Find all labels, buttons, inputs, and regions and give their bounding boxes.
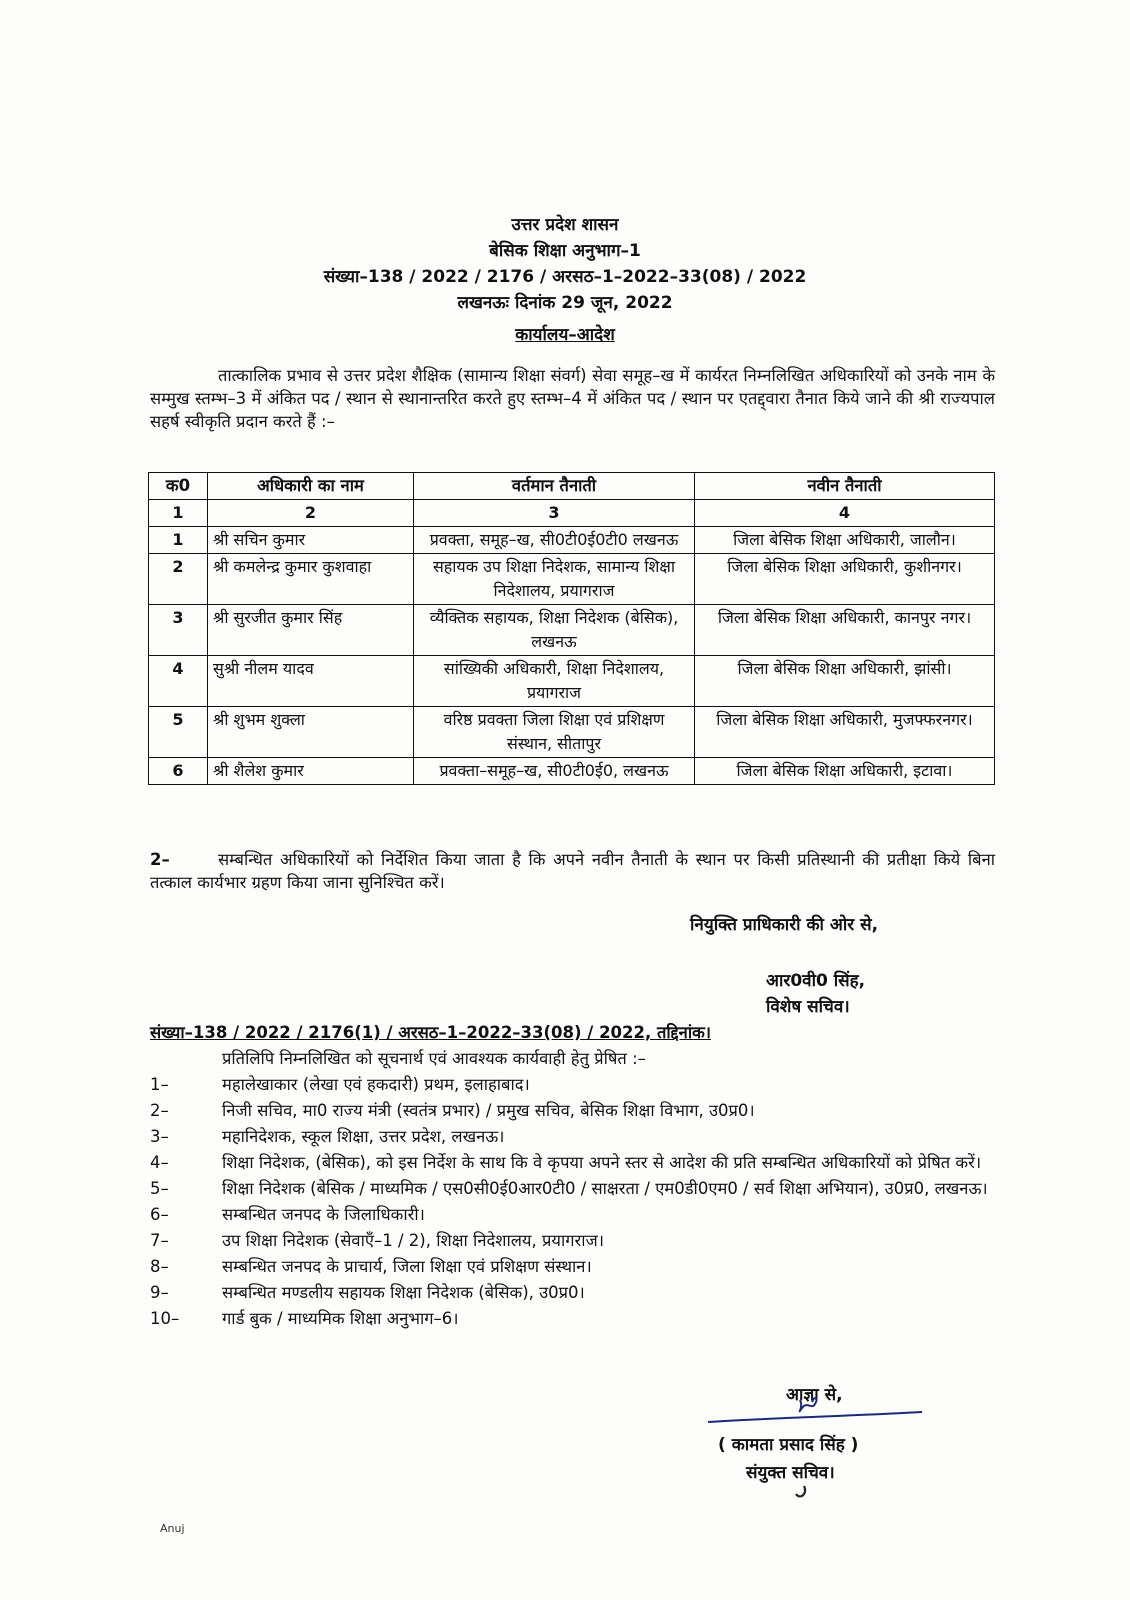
officer-name: श्री सचिन कुमार [208,527,414,554]
list-item-number: 1– [150,1075,169,1094]
list-item [150,1203,995,1227]
list-item-number: 4– [150,1153,169,1172]
list-item [150,1099,995,1123]
row-serial: 1 [149,527,208,554]
intro-text: तात्कालिक प्रभाव से उत्तर प्रदेश शैक्षिक (सामान्य शिक्षा संवर्ग) सेवा समूह–ख में कार्यरत निम्नलिखित अधिकारियों को उनके नाम के सम्मुख स्तम्भ–3 में अंकित पद / स्थान से स्थानान्तरित करते हुए स्तम्भ–4 में अंकित पद / स्थान पर एतद्द्वारा तैनात किये जाने की श्री राज्यपाल सहर्ष स्वीकृति प्रदान करते हैं :– [150,366,995,431]
list-item-text: उप शिक्षा निदेशक (सेवाएँ–1 / 2), शिक्षा निदेशालय, प्रयागराज। [222,1231,605,1250]
column-number: 2 [208,500,414,527]
paragraph-2 [150,848,995,894]
list-item-text: शिक्षा निदेशक, (बेसिक), को इस निर्देश के साथ कि वे कृपया अपने स्तर से आदेश की प्रति सम्बन्धित अधिकारियों को प्रेषित करें। [222,1153,982,1172]
new-posting: जिला बेसिक शिक्षा अधिकारी, झांसी। [695,656,995,707]
list-item-number: 3– [150,1127,169,1146]
list-item-text: सम्बन्धित मण्डलीय सहायक शिक्षा निदेशक (बेसिक), उ0प्र0। [222,1283,585,1302]
table-row [149,758,995,785]
table-row [149,656,995,707]
list-item [150,1255,995,1279]
column-number: 4 [695,500,995,527]
copy-reference-number: संख्या–138 / 2022 / 2176(1) / अरसठ–1–2022–33(08) / 2022, तद्दिनांक। [150,1023,712,1042]
current-posting: सहायक उप शिक्षा निदेशक, सामान्य शिक्षा निदेशालय, प्रयागराज [414,554,695,605]
list-item [150,1125,995,1149]
list-item [150,1151,995,1175]
order-title: कार्यालय–आदेश [515,325,615,345]
copy-intro: प्रतिलिपि निम्नलिखित को सूचनार्थ एवं आवश्यक कार्यवाही हेतु प्रेषित :– [222,1049,646,1068]
authority-line: नियुक्ति प्राधिकारी की ओर से, [690,915,879,935]
table-row [149,605,995,656]
row-serial: 6 [149,758,208,785]
clerk-initials: Anuj [160,1522,185,1535]
row-serial: 5 [149,707,208,758]
list-item-number: 7– [150,1231,169,1250]
row-serial: 4 [149,656,208,707]
signatory-designation: विशेष सचिव। [766,997,850,1017]
order-by-line: आज्ञा से, [786,1385,843,1405]
section-heading: बेसिक शिक्षा अनुभाग–1 [489,241,641,261]
list-item-number: 10– [150,1309,180,1328]
table-row [149,707,995,758]
column-number: 3 [414,500,695,527]
new-posting: जिला बेसिक शिक्षा अधिकारी, इटावा। [695,758,995,785]
table-header-row [149,473,995,500]
officer-name: सुश्री नीलम यादव [208,656,414,707]
signatory-name: आर0वी0 सिंह, [766,971,866,991]
column-number: 1 [149,500,208,527]
col-header-sn: क0 [149,473,208,500]
officer-name: श्री शुभम शुक्ला [208,707,414,758]
paragraph-2-number: 2– [150,850,170,869]
joint-secretary-designation: संयुक्त सचिव। [746,1463,835,1483]
joint-secretary-name: ( कामता प्रसाद सिंह ) [718,1435,859,1455]
list-item [150,1073,995,1097]
list-item-text: महानिदेशक, स्कूल शिक्षा, उत्तर प्रदेश, लखनऊ। [222,1127,505,1146]
table-row [149,527,995,554]
list-item-text: निजी सचिव, मा0 राज्य मंत्री (स्वतंत्र प्रभार) / प्रमुख सचिव, बेसिक शिक्षा विभाग, उ0प्र0। [222,1101,755,1120]
col-header-name: अधिकारी का नाम [208,473,414,500]
list-item-text: शिक्षा निदेशक (बेसिक / माध्यमिक / एस0सी0ई0आर0टी0 / साक्षरता / एम0डी0एम0 / सर्व शिक्षा अभियान), उ0प्र0, लखनऊ। [222,1179,988,1198]
current-posting: व्यैक्तिक सहायक, शिक्षा निदेशक (बेसिक), लखनऊ [414,605,695,656]
list-item-number: 9– [150,1283,169,1302]
officer-name: श्री शैलेश कुमार [208,758,414,785]
list-item [150,1177,995,1201]
order-date: लखनऊः दिनांक 29 जून, 2022 [457,293,673,313]
officer-name: श्री सुरजीत कुमार सिंह [208,605,414,656]
row-serial: 3 [149,605,208,656]
copy-recipient-list [150,1073,995,1333]
current-posting: सांख्यिकी अधिकारी, शिक्षा निदेशालय, प्रयागराज [414,656,695,707]
list-item [150,1229,995,1253]
govt-heading: उत्तर प्रदेश शासन [511,215,619,235]
list-item-text: महालेखाकार (लेखा एवं हकदारी) प्रथम, इलाहाबाद। [222,1075,530,1094]
col-header-new: नवीन तैनाती [695,473,995,500]
list-item [150,1307,995,1331]
table-row [149,554,995,605]
list-item-number: 6– [150,1205,169,1224]
row-serial: 2 [149,554,208,605]
new-posting: जिला बेसिक शिक्षा अधिकारी, मुजफ्फरनगर। [695,707,995,758]
new-posting: जिला बेसिक शिक्षा अधिकारी, कुशीनगर। [695,554,995,605]
list-item-text: सम्बन्धित जनपद के प्राचार्य, जिला शिक्षा एवं प्रशिक्षण संस्थान। [222,1257,592,1276]
transfer-table [148,472,995,785]
list-item-text: सम्बन्धित जनपद के जिलाधिकारी। [222,1205,425,1224]
officer-name: श्री कमलेन्द्र कुमार कुशवाहा [208,554,414,605]
list-item-number: 2– [150,1101,169,1120]
new-posting: जिला बेसिक शिक्षा अधिकारी, कानपुर नगर। [695,605,995,656]
column-number-row [149,500,995,527]
reference-number: संख्या–138 / 2022 / 2176 / अरसठ–1–2022–33(08) / 2022 [323,267,807,287]
intro-paragraph [150,364,995,433]
list-item-number: 5– [150,1179,169,1198]
current-posting: प्रवक्ता–समूह–ख, सी0टी0ई0, लखनऊ [414,758,695,785]
col-header-current: वर्तमान तैनाती [414,473,695,500]
current-posting: प्रवक्ता, समूह–ख, सी0टी0ई0टी0 लखनऊ [414,527,695,554]
new-posting: जिला बेसिक शिक्षा अधिकारी, जालौन। [695,527,995,554]
paragraph-2-text: सम्बन्धित अधिकारियों को निर्देशित किया जाता है कि अपने नवीन तैनाती के स्थान पर किसी प्रतिस्थानी की प्रतीक्षा किये बिना तत्काल कार्यभार ग्रहण किया जाना सुनिश्चित करें। [150,850,995,892]
list-item-text: गार्ड बुक / माध्यमिक शिक्षा अनुभाग–6। [222,1309,459,1328]
list-item-number: 8– [150,1257,169,1276]
list-item [150,1281,995,1305]
current-posting: वरिष्ठ प्रवक्ता जिला शिक्षा एवं प्रशिक्षण संस्थान, सीतापुर [414,707,695,758]
